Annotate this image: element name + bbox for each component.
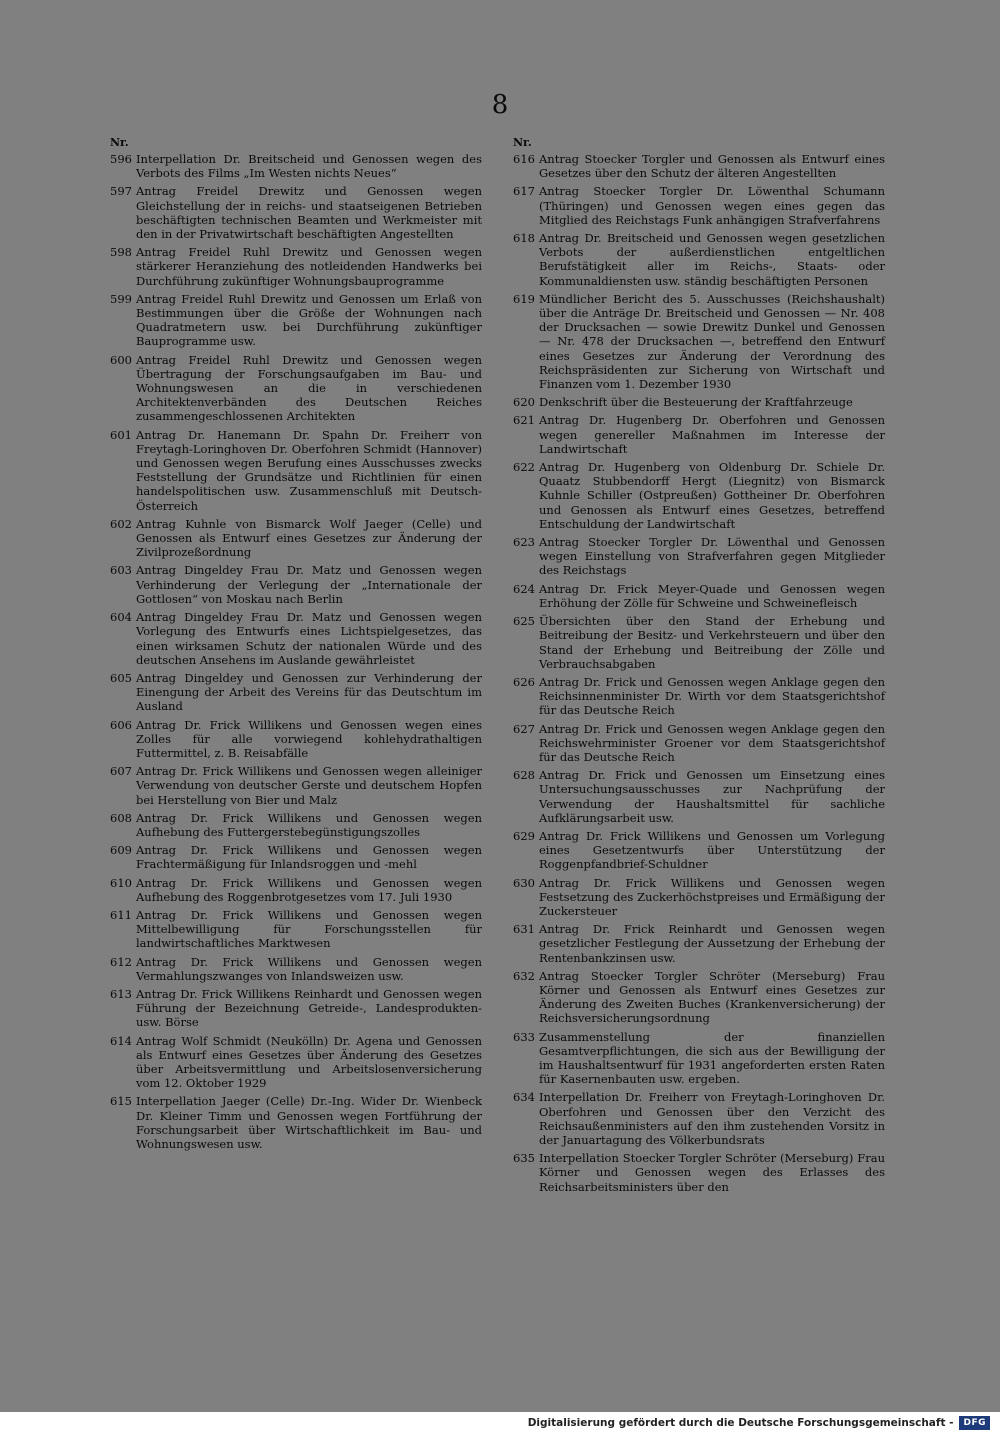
entry-text: Interpellation Dr. Freiherr von Freytagh-Loringhoven Dr. Oberfohren und Genossen über den Verzicht des Reichsaußenministers auf den ihm zustehenden Vorsitz in der Januartagung des Völkerbundsrats (539, 1090, 885, 1147)
entry-number: 612 (110, 954, 132, 969)
entry-number: 621 (513, 413, 535, 428)
entry-text: Antrag Stoecker Torgler und Genossen als Entwurf eines Gesetzes über den Schutz der älteren Angestellten (539, 152, 885, 181)
entry-text: Antrag Dr. Breitscheid und Genossen wegen gesetzlichen Verbots der außerdienstlichen entgeltlichen Berufstätigkeit aller im Reichs-, Staats- oder Kommunaldiensten usw. ständig beschäftigten Personen (539, 231, 885, 288)
entry-text: Antrag Dr. Frick und Genossen um Einsetzung eines Untersuchungsausschusses zur Nachprüfung der Verwendung der Haushaltsmittel für sachliche Aufklärungsarbeit usw. (539, 768, 885, 825)
entry-number: 614 (110, 1033, 132, 1048)
entry-text: Antrag Dr. Hanemann Dr. Spahn Dr. Freiherr von Freytagh-Loringhoven Dr. Oberfohren Schmidt (Hannover) und Genossen wegen Berufung eines Ausschusses zwecks Feststellung der Grundsätze und Richtlinien für einen handelspolitischen usw. Zusammenschluß mit Deutsch-Österreich (136, 427, 482, 513)
column-header: Nr. (513, 136, 532, 149)
entry-number: 630 (513, 875, 535, 890)
entry-text: Interpellation Jaeger (Celle) Dr.-Ing. Wider Dr. Wienbeck Dr. Kleiner Timm und Genossen wegen Fortführung der Forschungsarbeit über Wirtschaftlichkeit im Bau- und Wohnungswesen usw. (136, 1094, 482, 1151)
entry-number: 609 (110, 843, 132, 858)
entry-text: Denkschrift über die Besteuerung der Kraftfahrzeuge (539, 395, 853, 410)
entry-text: Antrag Dr. Frick Willikens und Genossen um Vorlegung eines Gesetzentwurfs über Unterstützung der Roggenpfandbrief-Schuldner (539, 828, 885, 872)
entry-text: Antrag Dr. Frick Willikens und Genossen wegen Frachtermäßigung für Inlandsroggen und -mehl (136, 843, 482, 872)
entry-text: Antrag Dr. Frick und Genossen wegen Anklage gegen den Reichsinnenminister Dr. Wirth vor dem Staatsgerichtshof für das Deutsche Reich (539, 674, 885, 718)
funding-credit: Digitalisierung gefördert durch die Deutsche Forschungsgemeinschaft - (527, 1417, 954, 1429)
list-item (110, 876, 482, 904)
entry-number: 616 (513, 152, 535, 166)
list-item (110, 987, 482, 1030)
entry-number: 625 (513, 614, 535, 629)
entry-text: Antrag Freidel Ruhl Drewitz und Genossen wegen Übertragung der Forschungsaufgaben im Bau- und Wohnungswesen an die in verschiedenen Architektenverbänden des Deutschen Reiches zusammengeschlossenen Architekten (136, 352, 482, 424)
entry-text: Zusammenstellung der finanziellen Gesamtverpflichtungen, die sich aus der Bewilligung der im Haushaltsentwurf für 1931 angeforderten ersten Raten für Kasernenbauten usw. ergeben. (539, 1029, 885, 1087)
list-item (513, 722, 885, 765)
list-item (110, 245, 482, 288)
list-item (110, 843, 482, 871)
list-item (110, 610, 482, 667)
list-item (110, 428, 482, 513)
entry-text: Antrag Dr. Frick Willikens und Genossen wegen Aufhebung des Roggenbrotgesetzes vom 17. Juli 1930 (136, 875, 482, 904)
entry-number: 597 (110, 184, 132, 199)
entry-list (513, 152, 885, 1194)
entry-number: 604 (110, 610, 132, 625)
entry-text: Antrag Stoecker Torgler Dr. Löwenthal Schumann (Thüringen) und Genossen wegen eines gegen das Mitglied des Reichstags Funk anhängigen Strafverfahrens (539, 184, 885, 227)
list-item (513, 460, 885, 531)
entry-number: 608 (110, 810, 132, 825)
entry-number: 615 (110, 1094, 132, 1109)
entry-text: Antrag Freidel Ruhl Drewitz und Genossen wegen stärkerer Heranziehung des notleidenden Handwerks bei Durchführung zukünftiger Wohnungsbauprogramme (136, 245, 482, 288)
entry-number: 596 (110, 152, 132, 166)
entry-text: Antrag Freidel Ruhl Drewitz und Genossen um Erlaß von Bestimmungen über die Größe der Wohnungen nach Quadratmetern usw. bei Durchführung zukünftiger Bauprogramme usw. (136, 291, 482, 349)
entry-text: Interpellation Stoecker Torgler Schröter (Merseburg) Frau Körner und Genossen wegen des Erlasses des Reichsarbeitsministers über den (539, 1151, 885, 1194)
entry-number: 620 (513, 395, 535, 410)
entry-number: 601 (110, 427, 132, 442)
list-item (513, 535, 885, 578)
entry-text: Antrag Stoecker Torgler Schröter (Merseburg) Frau Körner und Genossen als Entwurf eines Gesetzes zur Änderung des Zweiten Buches (Krankenversicherung) der Reichsversicherungsordnung (539, 968, 885, 1026)
list-item (513, 152, 885, 180)
entry-text: Antrag Dr. Frick Willikens und Genossen wegen Vermahlungszwanges von Inlandsweizen usw. (136, 954, 482, 983)
list-item (513, 582, 885, 610)
entry-number: 633 (513, 1029, 535, 1044)
entry-text: Antrag Dingeldey und Genossen zur Verhinderung der Einengung der Arbeit des Vereins für das Deutschtum im Ausland (136, 670, 482, 714)
entry-text: Antrag Freidel Drewitz und Genossen wegen Gleichstellung der in reichs- und staatseigenen Betrieben beschäftigten technischen Beamten und Werkmeister mit den in der Privatwirtschaft beschäftigten Angestellten (136, 184, 482, 242)
entry-text: Mündlicher Bericht des 5. Ausschusses (Reichshaushalt) über die Anträge Dr. Breitscheid und Genossen — Nr. 408 der Drucksachen — sowie Drewitz Dunkel und Genossen — Nr. 478 der Drucksachen —, betreffend den Entwurf eines Gesetzes zur Änderung der Verordnung des Reichspräsidenten zur Sicherung von Wirtschaft und Finanzen vom 1. Dezember 1930 (539, 291, 885, 392)
list-item (513, 969, 885, 1026)
entry-number: 603 (110, 563, 132, 578)
entry-text: Antrag Dr. Frick und Genossen wegen Anklage gegen den Reichswehrminister Groener vor dem Staatsgerichtshof für das Deutsche Reich (539, 721, 885, 764)
entry-number: 635 (513, 1151, 535, 1166)
list-item (110, 184, 482, 241)
entry-text: Antrag Dr. Frick Willikens und Genossen wegen Mittelbewilligung für Forschungsstellen für landwirtschaftliches Marktwesen (136, 907, 482, 951)
list-item (110, 811, 482, 839)
entry-number: 606 (110, 717, 132, 732)
entry-number: 610 (110, 875, 132, 890)
list-item (513, 1030, 885, 1087)
entry-text: Antrag Dr. Frick Willikens und Genossen wegen Aufhebung des Futtergerstebegünstigungszolles (136, 810, 482, 839)
entry-number: 607 (110, 764, 132, 779)
entry-list (110, 152, 482, 1151)
digitization-footer (0, 1412, 1000, 1434)
entry-text: Antrag Dr. Frick Willikens Reinhardt und Genossen wegen Führung der Bezeichnung Getreide-, Landesprodukten- usw. Börse (136, 986, 482, 1030)
entry-text: Antrag Kuhnle von Bismarck Wolf Jaeger (Celle) und Genossen als Entwurf eines Gesetzes zur Änderung der Zivilprozeßordnung (136, 516, 482, 560)
list-item (110, 353, 482, 424)
list-item (513, 829, 885, 872)
entry-text: Antrag Dingeldey Frau Dr. Matz und Genossen wegen Verhinderung der Verlegung der „Internationale der Gottlosen“ von Moskau nach Berlin (136, 563, 482, 606)
list-item (513, 413, 885, 456)
entry-text: Antrag Stoecker Torgler Dr. Löwenthal und Genossen wegen Einstellung von Strafverfahren gegen Mitglieder des Reichstags (539, 535, 885, 578)
list-item (110, 764, 482, 807)
list-item (513, 675, 885, 718)
entry-text: Antrag Dr. Frick Meyer-Quade und Genossen wegen Erhöhung der Zölle für Schweine und Schweinefleisch (539, 581, 885, 610)
entry-number: 634 (513, 1090, 535, 1105)
list-item (110, 955, 482, 983)
list-item (513, 1151, 885, 1194)
list-item (110, 563, 482, 606)
page-number: 8 (491, 90, 509, 120)
entry-text: Antrag Dr. Frick Willikens und Genossen wegen alleiniger Verwendung von deutscher Gerste und deutschem Hopfen bei Herstellung von Bier und Malz (136, 764, 482, 807)
entry-text: Antrag Wolf Schmidt (Neukölln) Dr. Agena und Genossen als Entwurf eines Gesetzes über Änderung des Gesetzes über Arbeitsvermittlung und Arbeitslosenversicherung vom 12. Oktober 1929 (136, 1033, 482, 1091)
list-item (513, 395, 885, 409)
entry-number: 629 (513, 828, 535, 843)
list-item (513, 768, 885, 825)
column-header: Nr. (110, 136, 129, 149)
list-item (513, 876, 885, 919)
entry-text: Antrag Dr. Frick Willikens und Genossen wegen Festsetzung des Zuckerhöchstpreises und Ermäßigung der Zuckersteuer (539, 875, 885, 918)
entry-number: 617 (513, 184, 535, 199)
entry-number: 623 (513, 535, 535, 550)
entry-number: 631 (513, 922, 535, 937)
entry-number: 626 (513, 674, 535, 689)
entry-number: 624 (513, 581, 535, 596)
list-item (513, 1090, 885, 1147)
entry-number: 600 (110, 352, 132, 367)
list-item (110, 1034, 482, 1091)
left-column (110, 136, 482, 1155)
entry-number: 598 (110, 245, 132, 260)
list-item (110, 671, 482, 714)
entry-number: 627 (513, 721, 535, 736)
list-item (110, 908, 482, 951)
list-item (110, 152, 482, 180)
list-item (513, 614, 885, 671)
entry-number: 605 (110, 670, 132, 685)
entry-text: Antrag Dingeldey Frau Dr. Matz und Genossen wegen Vorlegung des Entwurfs eines Lichtspielgesetzes, das einen wirksamen Schutz der nationalen Würde und des deutschen Ansehens im Auslande gewährleistet (136, 610, 482, 667)
entry-number: 618 (513, 231, 535, 246)
entry-text: Antrag Dr. Frick Reinhardt und Genossen wegen gesetzlicher Festlegung der Aussetzung der Erhebung der Rentenbankzinsen usw. (539, 922, 885, 965)
list-item (110, 517, 482, 560)
entry-text: Übersichten über den Stand der Erhebung und Beitreibung der Besitz- und Verkehrsteuern und über den Stand der Erhebung und Beitreibung der Zölle und Verbrauchsabgaben (539, 614, 885, 671)
entry-number: 628 (513, 768, 535, 783)
entry-text: Antrag Dr. Hugenberg Dr. Oberfohren und Genossen wegen genereller Maßnahmen im Interesse der Landwirtschaft (539, 413, 885, 456)
entry-number: 613 (110, 986, 132, 1001)
entry-number: 599 (110, 291, 132, 306)
dfg-logo: DFG (959, 1416, 990, 1430)
entry-number: 622 (513, 460, 535, 475)
list-item (513, 292, 885, 391)
list-item (513, 184, 885, 227)
entry-number: 619 (513, 291, 535, 306)
entry-text: Interpellation Dr. Breitscheid und Genossen wegen des Verbots des Films „Im Westen nichts Neues“ (136, 152, 482, 181)
entry-text: Antrag Dr. Hugenberg von Oldenburg Dr. Schiele Dr. Quaatz Stubbendorff Hergt (Liegnitz) von Bismarck Kuhnle Schiller (Ostpreußen) Gottheiner Dr. Oberfohren und Genossen als Entwurf eines Gesetzes, betreffend Entschuldung der Landwirtschaft (539, 460, 885, 531)
list-item (513, 231, 885, 288)
entry-number: 602 (110, 516, 132, 531)
entry-number: 632 (513, 968, 535, 983)
list-item (513, 922, 885, 965)
entry-text: Antrag Dr. Frick Willikens und Genossen wegen eines Zolles für alle vorwiegend kohlehydrathaltigen Futtermittel, z. B. Reisabfälle (136, 717, 482, 760)
entry-number: 611 (110, 907, 132, 922)
list-item (110, 292, 482, 349)
right-column (513, 136, 885, 1198)
list-item (110, 1094, 482, 1151)
list-item (110, 718, 482, 761)
